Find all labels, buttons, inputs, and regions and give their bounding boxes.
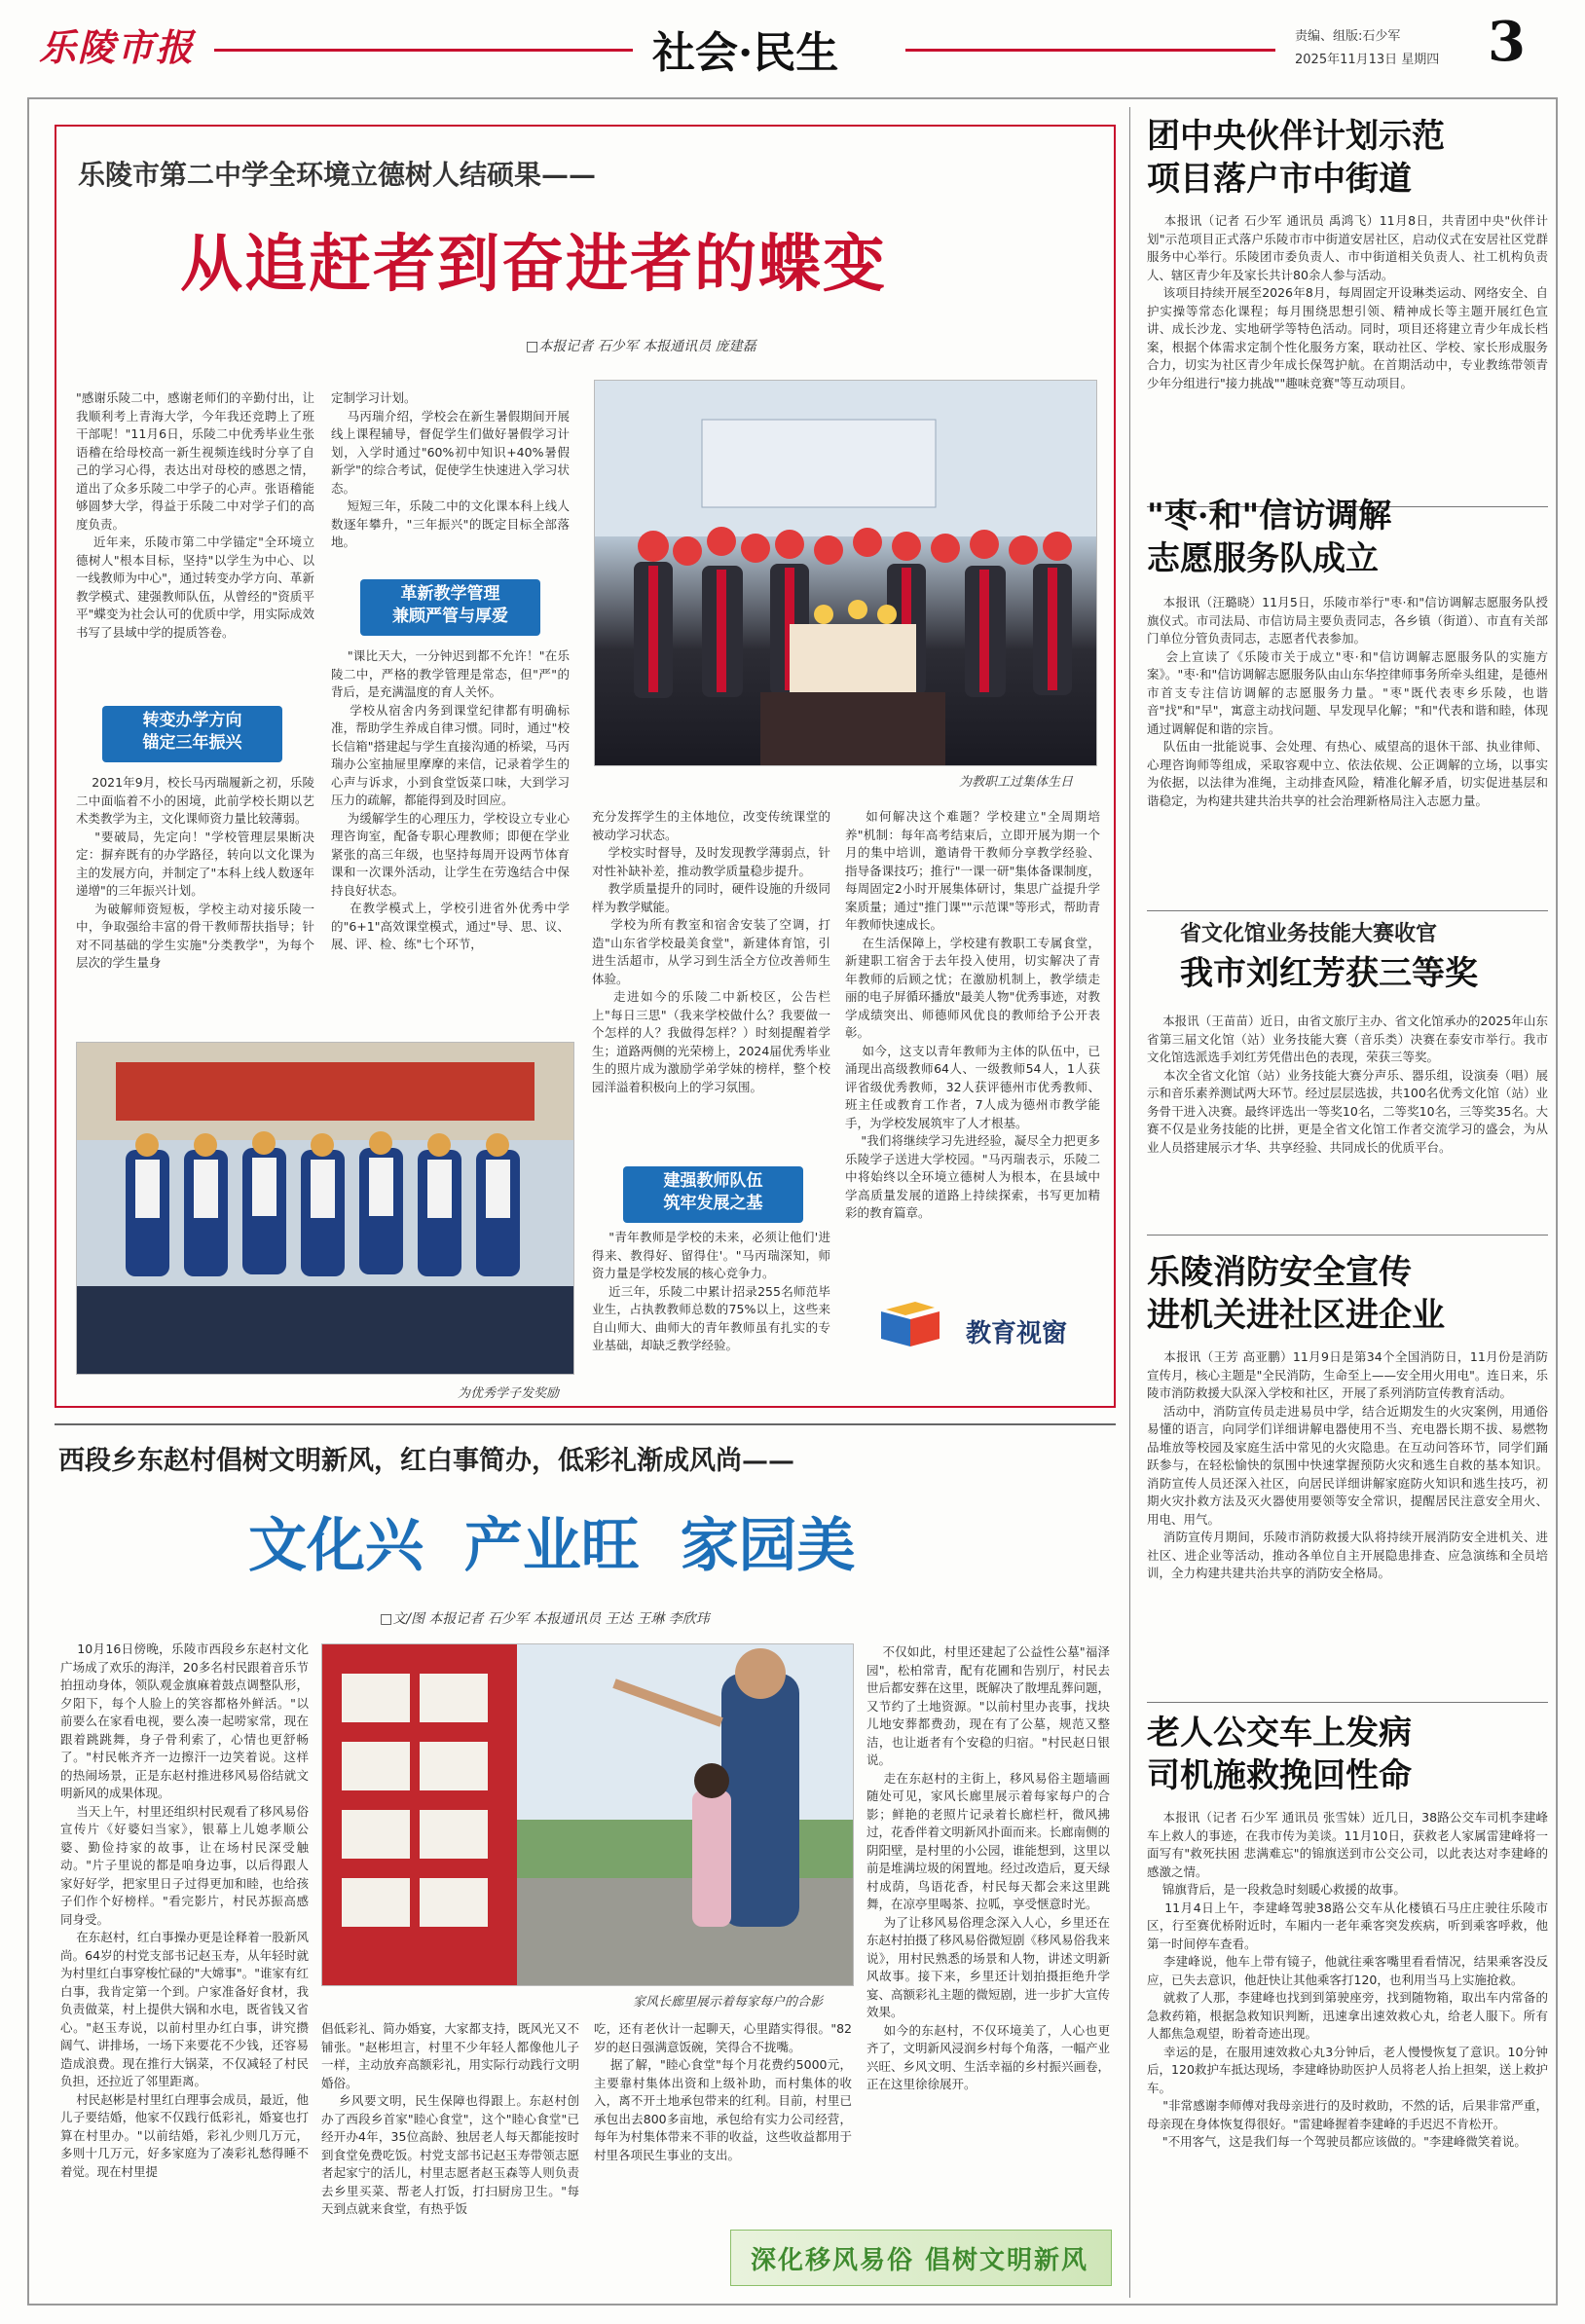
editor-credit: 责编、组版:石少军	[1295, 29, 1401, 44]
story5-body: 本报讯（记者 石少军 通讯员 张雪妹）近几日，38路公交车司机李建峰车上救人的事迹，在我市传为美谈。11月10日，获救老人家属雷建峰将一面写有"救死扶困 悲满难忘"的锦旗送到市公交公司，以此表达对李建峰的感激之情。 锦旗背后，是一段救急时刻暖心救援的故事。 11月4日上午，李建峰驾驶38路公交车从化楼镇石马庄庄驶往乐陵市区，行至赛优桥附近时，车厢内一老年乘客突发疾病，听到乘客呼救，他第一时间停车查看。 李建峰说，他车上带有镜子，他就往乘客嘴里看看情况，结果乘客没反应，已失去意识，他赶快让其他乘客打120，也利用当马上实施抢救。 就救了人那，李建峰也找到到第驶座旁，找到随物箱，取出车内常备的急救药箱，根据急救知识判断，迅速拿出速效救心丸，给老人服下。所有人都焦急观望，盼着奇迹出现。 幸运的是，在服用速效救心丸3分钟后，老人慢慢恢复了意识。10分钟后，120救护车抵达现场，李建峰协助医护人员将老人抬上担架，送上救护车。 "非常感谢李师傅对我母亲进行的及时救助，不然的话，后果非常严重，母亲现在身体恢复得很好。"雷建峰握着李建峰的手迟迟不肯松开。 "不用客气，这是我们每一个驾驶员都应该做的。"李建峰微笑着说。	[1147, 1810, 1548, 2149]
photo2-caption: 为优秀学子发奖励	[458, 1386, 560, 1401]
column-logo-text: 教育视窗	[966, 1319, 1068, 1348]
sidebar-divider	[1129, 107, 1130, 2298]
article2-col3-text: 吃，还有老伙计一起聊天，心里踏实得很。"82岁的赵日强满意饭碗，笑得合不拢嘴。 据了解，"睦心食堂"每个月花费约5000元，主要靠村集体出资和上级补助，而村集体的收入，离不开土地承包带来的红利。目前，村里已承包出去800多亩地，承包给有实力公司经营，每年为村集体带来不菲的收益，这些收益都用于村里各项民生事业的支出。	[594, 2021, 852, 2162]
article2-col4-text: 不仅如此，村里还建起了公益性公墓"福泽园"，松柏常青，配有花圃和告别厅，村民去世后都安葬在这里，既解决了散埋乱葬问题，又节约了土地资源。"以前村里办丧事，找块儿地安葬都费劲，现在有了公墓，规范又整洁，也让逝者有个安稳的归宿。"村民赵日银说。 走在东赵村的主街上，移风易俗主题墙画随处可见，家风长廊里展示着每家每户的合影；鲜艳的老照片记录着长廊栏杆，微风拂过，花香伴着文明新风扑面而来。长廊南侧的阴阳壁，是村里的小公园，谁能想到，这里以前是堆满垃圾的闲置地。经过改造后，夏天绿村成荫，鸟语花香，村民每天都会来这里跳舞，在凉亭里喝茶、拉呱，享受惬意时光。 为了让移风易俗理念深入人心，乡里还在东赵村拍摄了移风易俗微短剧《移风易俗我来说》，用村民熟悉的场景和人物，讲述文明新风故事。接下来，乡里还计划拍摄拒绝升学宴、高额彩礼主题的微短剧，进一步扩大宣传效果。 如今的东赵村，不仅环境美了，人心也更齐了，文明新风浸润乡村每个角落，一幅产业兴旺、乡风文明、生活幸福的乡村振兴画卷，正在这里徐徐展开。	[866, 1644, 1110, 2091]
article1-col1-text: "感谢乐陵二中，感谢老师们的辛勤付出，让我顺利考上青海大学，今年我还竞聘上了班干部呢！"11月6日，乐陵二中优秀毕业生张语稽在给母校高一新生视频连线时分享了自己的学习心得，表达出对母校的感恩之情，道出了众多乐陵二中学子的心声。张语稽能够圆梦大学，得益于乐陵二中对学子们的高度负责。 近年来，乐陵市第二中学锚定"全环境立德树人"根本目标，坚持"以学生为中心、以一线教师为中心"，通过转变办学方向、革新教学模式、建强教师队伍，从曾经的"资质平平"蝶变为社会认可的优质中学，用实际成效书写了县域中学的提质答卷。	[76, 390, 314, 640]
article1-byline: □本报记者 石少军 本报通讯员 庞建磊	[526, 339, 756, 354]
page-number: 3	[1488, 10, 1526, 74]
article2-pretitle: 西段乡东赵村倡树文明新风，红白事简办，低彩礼渐成风尚——	[58, 1446, 794, 1476]
photo-staff-birthday-illustration	[595, 381, 1096, 765]
story3-title: 我市刘红芳获三等奖	[1180, 954, 1478, 993]
campaign-banner-text: 深化移风易俗 倡树文明新风	[751, 2246, 1089, 2275]
article1-col3-text: 充分发挥学生的主体地位，改变传统课堂的被动学习状态。 学校实时督导，及时发现教学薄弱点，针对性补缺补差，推动教学质量稳步提升。 教学质量提升的同时，硬件设施的升级同样为教学赋能。 学校为所有教室和宿舍安装了空调，打造"山东省学校最美食堂"，新建体育馆，引进生活超市，从学习到生活全方位改善师生体验。 走进如今的乐陵二中新校区，公告栏上"每日三思"（我来学校做什么？我要做一个怎样的人？我做得怎样？）时刻提醒着学生；道路两侧的光荣榜上，2024届优秀毕业生的照片成为激励学弟学妹的榜样，整个校园洋溢着积极向上的学习氛围。	[592, 809, 830, 1094]
article1-col1-text-2: 2021年9月，校长马丙瑞履新之初，乐陵二中面临着不小的困境，此前学校长期以艺术类教学为主，文化课师资力量比较薄弱。 "要破局，先定向！"学校管理层果断决定：摒弃既有的办学路径，转向以文化课为主的发展方向，并制定了"本科上线人数逐年递增"的三年振兴计划。 为破解师资短板，学校主动对接乐陵一中，争取强给丰富的骨干教师帮扶指导；针对不同基础的学生实施"分类教学"，为每个层次的学生量身	[76, 775, 314, 970]
section-title: 社会·民生	[652, 28, 839, 78]
story1-body: 本报讯（记者 石少军 通讯员 禹鸿飞）11月8日，共青团中央"伙伴计划"示范项目正式落户乐陵市市中街道安居社区，启动仪式在安居社区党群服务中心举行。乐陵团市委负责人、市中街道相关负责人、社工机构负责人、辖区青少年及家长共计80余人参与活动。 该项目持续开展至2026年8月，每周固定开设琳类运动、网络安全、自护实操等常态化课程；每月围绕思想引领、精神成长等主题开展红色宣讲、成长沙龙、实地研学等特色活动。同时，项目还将建立青少年成长档案，根据个体需求定制个性化服务方案，联动社区、学校、家长形成服务合力，切实为社区青少年成长保驾护航。在首期活动中，专业教练带领青少年分组进行"接力挑战""趣味竞赛"等互动项目。	[1147, 213, 1548, 390]
article2-col2-text: 倡低彩礼、简办婚宴，大家都支持，既风光又不铺张。"赵彬坦言，村里不少年轻人都像他儿子一样，主动放弃高额彩礼，用实际行动践行文明婚俗。 乡风要文明，民生保障也得跟上。东赵村创办了西段乡首家"睦心食堂"，这个"睦心食堂"已经开办4年，35位高龄、独居老人每天都能按时到食堂免费吃饭。村党支部书记赵玉寿带领志愿者起家宁的活儿，村里志愿者赵玉森等人则负责去乡里买菜、帮老人打饭，打扫厨房卫生。"每天到点就来食堂，有热乎饭	[321, 2021, 579, 2216]
photo1-caption: 为教职工过集体生日	[959, 775, 1074, 790]
photo-staff-birthday	[594, 380, 1097, 766]
article1-col3-text-2: "青年教师是学校的未来，必须让他们'进得来、教得好、留得住'。"马丙瑞深知，师资力量是学校发展的核心竞争力。 近三年，乐陵二中累计招录255名师范毕业生，占执教教师总数的75%以上，这些来自山师大、曲师大的青年教师虽有扎实的专业基础，却缺乏教学经验。	[592, 1230, 830, 1352]
story2-body: 本报讯（汪璐晓）11月5日，乐陵市举行"枣·和"信访调解志愿服务队授旗仪式。市司法局、市信访局主要负责同志，各乡镇（街道）、市直有关部门单位分管负责同志，志愿者代表参加。 会上宣读了《乐陵市关于成立"枣·和"信访调解志愿服务队的实施方案》。"枣·和"信访调解志愿服务队由山东华控律师事务所牵头组建，是德州市首支专注信访调解的志愿服务力量。"枣"既代表枣乡乐陵，也谐音"找"和"早"，寓意主动找问题、早发现早化解；"和"代表和谐和睦，体现通过调解促和谐的宗旨。 队伍由一批能说事、会处理、有热心、威望高的退休干部、执业律师、心理咨询师等组成，采取容观中立、依法依规、公正调解的立场，以事实为依据，以法律为准绳，主动排查风险，精准化解矛盾，切实促进基层和谐稳定，为构建共建共治共享的社会治理新格局注入志愿力量。	[1147, 595, 1548, 808]
story-divider-3	[1147, 1235, 1548, 1236]
book-icon	[876, 1300, 954, 1358]
story2-title: "枣·和"信访调解 志愿服务队成立	[1147, 497, 1392, 578]
story-divider-4	[1147, 1702, 1548, 1703]
article-divider	[55, 1423, 1116, 1425]
article1-headline: 从追赶者到奋进者的蝶变	[180, 228, 887, 301]
story3-body: 本报讯（王苗苗）近日，由省文旅厅主办、省文化馆承办的2025年山东省第三届文化馆（站）业务技能大赛（音乐类）决赛在泰安市举行。我市文化馆选派选手刘红芳凭借出色的表现，荣获三等奖。 本次全省文化馆（站）业务技能大赛分声乐、器乐组，设演奏（唱）展示和音乐素养测试两大环节。经过层层选拔，共100名优秀文化馆（站）业务骨干进入决赛。最终评选出一等奖10名，二等奖10名，三等奖35名。大赛不仅是业务技能的比拼，更是全省文化馆工作者交流学习的盛会，为从业人员搭建展示才华、共享经验、共同成长的优质平台。	[1147, 1014, 1548, 1155]
story4-title: 乐陵消防安全宣传 进机关进社区进企业	[1147, 1253, 1445, 1335]
article1-pretitle: 乐陵市第二中学全环境立德树人结硕果——	[78, 159, 597, 191]
section-tag-3: 建强教师队伍 筑牢发展之基	[623, 1166, 803, 1223]
education-window-logo	[876, 1300, 1090, 1358]
section-tag-2: 革新教学管理 兼顾严管与厚爱	[360, 579, 540, 636]
article1-col4-text: 如何解决这个难题？学校建立"全周期培养"机制：每年高考结束后，立即开展为期一个月的集中培训，邀请骨干教师分享教学经验、指导备课技巧；推行"一课一研"集体备课制度，每周固定2小时开展集体研讨，集思广益提升学案质量；通过"推门课""示范课"等形式，帮助青年教师快速成长。 在生活保障上，学校建有教职工专属食堂，新建职工宿舍于去年投入使用，切实解决了青年教师的后顾之忧；在激励机制上，教学绩走丽的电子屏循环播放"最美人物"优秀事迹，对教学成绩突出、师德师风优良的教师给予公开表彰。 如今，这支以青年教师为主体的队伍中，已涌现出高级教师64人、一级教师54人，1人获评省级优秀教师，32人获评德州市优秀教师、班主任或教育工作者，7人成为德州市教学能手，为学校发展筑牢了人才根基。 "我们将继续学习先进经验，凝尽全力把更多乐陵学子送进大学校园。"马丙瑞表示，乐陵二中将始终以全环境立德树人为根本，在县域中学高质量发展的道路上持续探索，书写更加精彩的教育篇章。	[845, 809, 1100, 1220]
campaign-banner	[730, 2230, 1112, 2286]
newspaper-logo: 乐陵市报	[39, 25, 196, 69]
masthead	[0, 0, 1585, 82]
story3-pretitle: 省文化馆业务技能大赛收官	[1180, 921, 1438, 946]
article1-col2-text-2: "课比天大，一分钟迟到都不允许！"在乐陵二中，严格的教学管理是常态，但"严"的背后，是充满温度的育人关怀。 学校从宿舍内务到课堂纪律都有明确标准，帮助学生养成自律习惯。同时，通过"校长信箱"搭建起与学生直接沟通的桥梁，马丙瑞办公室抽屉里摩摩的来信，记录着学生的心声与诉求，小到食堂饭菜口味，大到学习压力的疏解，都能得到及时回应。 为缓解学生的心理压力，学校设立专业心理咨询室，配备专职心理教师；即便在学业紧张的高三年级，也坚持每周开设两节体育课和一次课外活动，让学生在劳逸结合中保持良好状态。 在教学模式上，学校引进省外优秀中学的"6+1"高效课堂模式，通过"导、思、议、展、评、检、练"七个环节，	[331, 648, 570, 951]
story5-title: 老人公交车上发病 司机施救挽回性命	[1147, 1714, 1412, 1795]
story-divider-2	[1147, 910, 1548, 911]
article2-headline: 文化兴 产业旺 家园美	[248, 1512, 856, 1580]
section-tag-1: 转变办学方向 锚定三年振兴	[102, 706, 282, 762]
masthead-rule-right	[905, 49, 1275, 52]
story1-title: 团中央伙伴计划示范 项目落户市中街道	[1147, 117, 1445, 199]
story4-body: 本报讯（王芳 高亚鹏）11月9日是第34个全国消防日，11月份是消防宣传月，核心主题是"全民消防，生命至上——安全用火用电"。连日来，乐陵市消防救援大队深入学校和社区，开展了系列消防宣传教育活动。 活动中，消防宣传员走进易员中学，结合近期发生的火灾案例，用通俗易懂的语言，向同学们详细讲解电器使用不当、充电器长期不拔、易燃物品堆放等校园及家庭生活中常见的火灾隐患。在互动问答环节，同学们踊跃参与，在轻松愉快的氛围中快速掌握预防火灾和逃生自救的基本知识。消防宣传人员还深入社区，向居民详细讲解家庭防火知识和逃生技巧，初期火灾扑救方法及灭火器使用要领等安全常识，提醒居民注意安全用火、用电、用气。 消防宣传月期间，乐陵市消防救援大队将持续开展消防安全进机关、进社区、进企业等活动，推动各单位自主开展隐患排查、应急演练和全员培训，全力构建共建共治共享的消防安全格局。	[1147, 1349, 1548, 1580]
photo-family-corridor	[321, 1643, 854, 1986]
article2-byline: □文/图 本报记者 石少军 本报通讯员 王达 王琳 李欣玮	[380, 1611, 710, 1627]
masthead-rule-left	[214, 49, 633, 52]
article1-col2-text: 定制学习计划。 马丙瑞介绍，学校会在新生暑假期间开展线上课程辅导，督促学生们做好暑假学习计划，入学时通过"60%初中知识+40%暑假新学"的综合考试，促使学生快速进入学习状态。 短短三年，乐陵二中的文化课本科上线人数逐年攀升，"三年振兴"的既定目标全部落地。	[331, 390, 570, 549]
issue-date: 2025年11月13日 星期四	[1295, 53, 1440, 67]
photo-students-award-illustration	[77, 1043, 573, 1374]
article2-col1-text: 10月16日傍晚，乐陵市西段乡东赵村文化广场成了欢乐的海洋，20多名村民跟着音乐节拍扭动身体，领队观金旗麻着鼓点调整队形，夕阳下，每个人脸上的笑容都格外鲜活。"以前要么在家看电视，要么凑一起唠家常，现在跟着跳跳舞，身子骨利索了，心情也更舒畅了。"村民帐齐齐一边擦汗一边笑着说。这样的热闹场景，正是东赵村推进移风易俗结就文明新风的成果体现。 当天上午，村里还组织村民观看了移风易俗宣传片《好婆妇当家》，银幕上儿媳孝顺公婆、勤俭持家的故事，让在场村民深受触动。"片子里说的都是咱身边事，以后得跟人家好好学，把家里日子过得更加和睦，也给孩子们作个好榜样。"看完影片，村民苏振高感同身受。 在东赵村，红白事操办更是诠释着一股新风尚。64岁的村党支部书记赵玉寿，从年轻时就为村里红白事穿梭忙碌的"大嫦事"。"谁家有红白事，我肯定第一个到。户家准备好食材，我负责做菜，村上提供大锅和水电，既省钱又省心。"赵玉寿说，以前村里办红白事，讲究攒阔气、讲排场，一场下来要花不少钱，还容易造成浪费。现在推行大锅菜，不仅减轻了村民负担，还拉近了邻里距离。 村民赵彬是村里红白理事会成员，最近，他儿子要结婚，他家不仅践行低彩礼，婚宴也打算在村里办。"以前结婚，彩礼少则几万元，多则十几万元，好多家庭为了凑彩礼愁得睡不着觉。现在村里提	[60, 1642, 309, 2179]
photo-family-corridor-illustration	[322, 1644, 853, 1985]
photo3-caption: 家风长廊里展示着每家每户的合影	[633, 1995, 824, 2010]
photo-students-award	[76, 1042, 574, 1375]
